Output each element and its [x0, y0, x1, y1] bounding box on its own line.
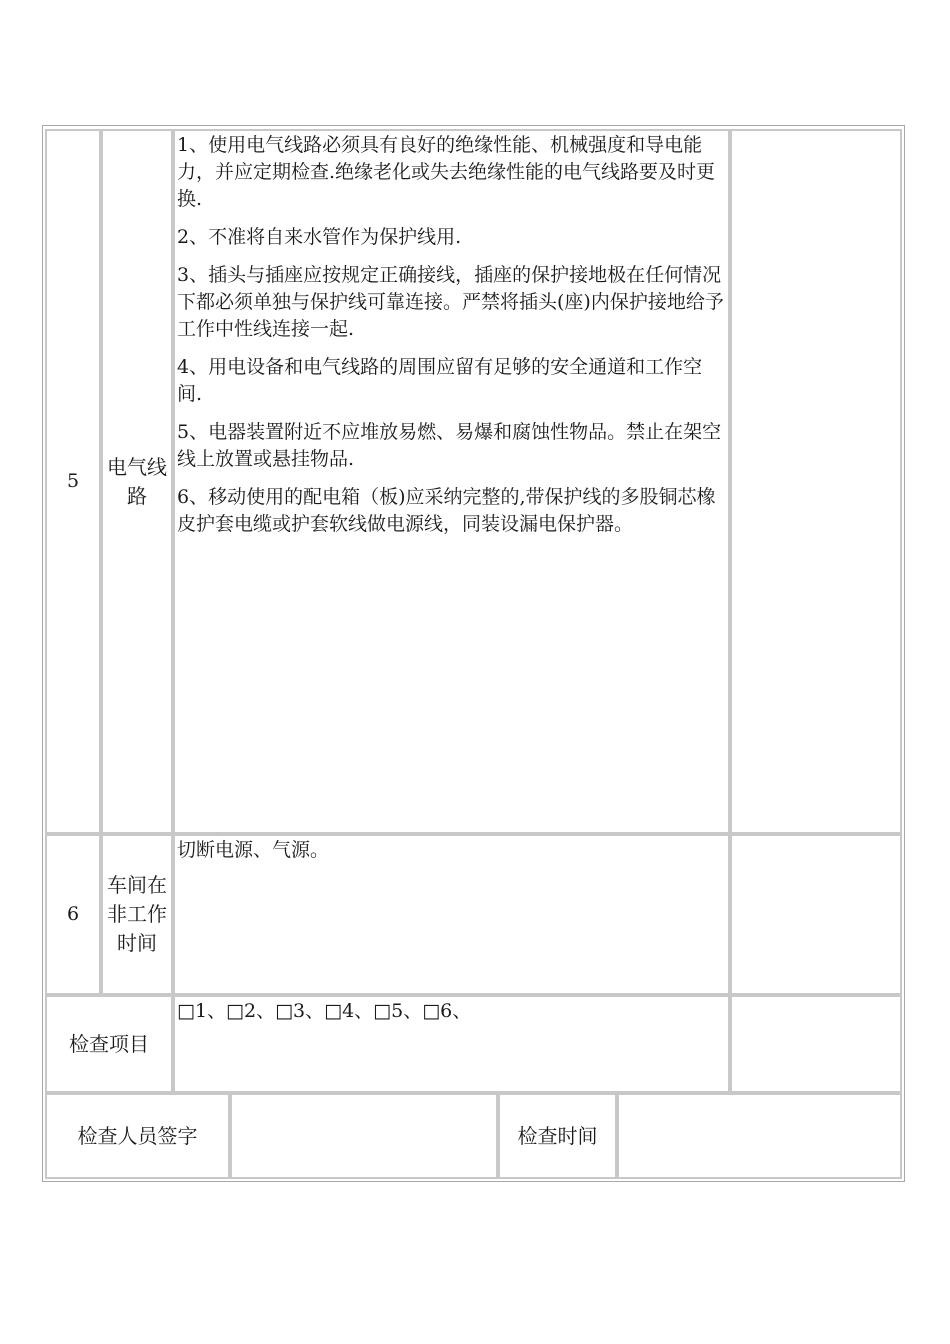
item-name-line: 时间	[117, 931, 157, 955]
check-time-label: 检查时间	[517, 1123, 598, 1148]
signature-field[interactable]	[230, 1093, 498, 1179]
item-name-line: 路	[127, 483, 147, 508]
row-5-content-cell	[173, 129, 730, 834]
requirement-text: 切断电源、气源。	[177, 839, 330, 861]
row-number: 5	[66, 470, 80, 492]
requirement-text: 6、移动使用的配电箱（板)应采纳完整的,带保护线的多股铜芯橡皮护套电缆或护套软线做电源线，同装设漏电保护器。	[177, 486, 716, 535]
check-items-options-cell[interactable]	[173, 995, 730, 1093]
requirement-text: 3、插头与插座应按规定正确接线，插座的保护接地极在任何情况下都必须单独与保护线可靠连接。严禁将插头(座)内保护接地给予工作中性线连接一起.	[177, 264, 724, 340]
item-name-line: 车间在	[107, 873, 167, 897]
row-6-result-cell[interactable]	[730, 834, 902, 995]
signature-label-cell	[45, 1093, 230, 1179]
row-5-item-cell	[101, 129, 173, 834]
signature-label: 检查人员签字	[77, 1123, 198, 1148]
check-time-field[interactable]	[617, 1093, 902, 1179]
check-items-label: 检查项目	[69, 1031, 149, 1056]
row-6-content-cell	[173, 834, 730, 995]
row-5-result-cell[interactable]	[730, 129, 902, 834]
requirement-text: 2、不准将自来水管作为保护线用.	[177, 226, 462, 248]
row-number: 6	[66, 903, 80, 925]
check-items-result-cell[interactable]	[730, 995, 902, 1093]
row-6-number-cell	[45, 834, 101, 995]
requirement-text: 5、电器装置附近不应堆放易燃、易爆和腐蚀性物品。禁止在架空线上放置或悬挂物品.	[177, 421, 722, 470]
item-name-line: 非工作	[107, 902, 167, 926]
requirement-text: 1、使用电气线路必须具有良好的绝缘性能、机械强度和导电能力，并应定期检查.绝缘老化或失去绝缘性能的电气线路要及时更换.	[177, 134, 716, 210]
row-6-item-cell	[101, 834, 173, 995]
check-items-label-cell	[45, 995, 173, 1093]
row-5-number-cell	[45, 129, 101, 834]
check-time-label-cell	[498, 1093, 617, 1179]
requirement-text: 4、用电设备和电气线路的周围应留有足够的安全通道和工作空间.	[177, 356, 703, 405]
check-items-checkboxes[interactable]: □1、□2、□3、□4、□5、□6、	[177, 1000, 472, 1022]
inspection-table	[42, 125, 905, 1182]
item-name-line: 电气线	[107, 454, 167, 479]
